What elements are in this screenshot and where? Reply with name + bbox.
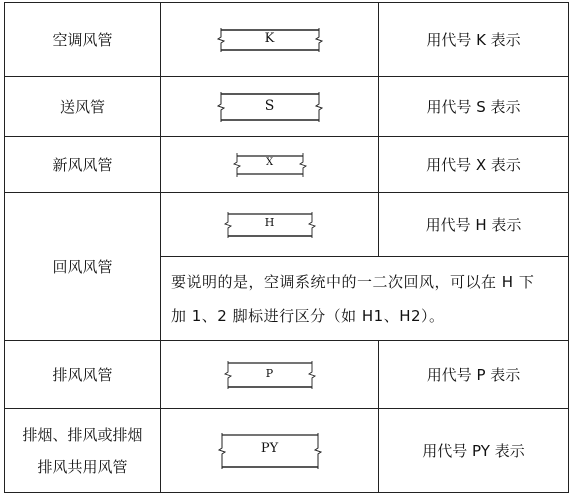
- duct-name: 回风风管: [5, 193, 161, 341]
- duct-description: 用代号 S 表示: [379, 77, 569, 137]
- duct-symbol-cell: [161, 409, 379, 493]
- table-row: [5, 137, 569, 193]
- duct-description: 用代号 P 表示: [379, 341, 569, 409]
- duct-name: 送风管: [5, 77, 161, 137]
- duct-symbol-cell: [161, 341, 379, 409]
- duct-symbol: [223, 361, 317, 389]
- duct-code-label: K: [264, 30, 275, 46]
- duct-description: 用代号 H 表示: [379, 193, 569, 257]
- duct-description: 用代号 X 表示: [379, 137, 569, 193]
- duct-symbol: [215, 92, 325, 122]
- note-line: 加 1、2 脚标进行区分（如 H1、H2）。: [171, 306, 445, 325]
- duct-name-line: 排烟、排风或排烟: [22, 425, 143, 444]
- duct-symbol-cell: [161, 137, 379, 193]
- duct-name: 排风风管: [5, 341, 161, 409]
- note-line: 要说明的是，空调系统中的一二次回风，可以在 H 下: [171, 272, 535, 291]
- duct-code-label: P: [265, 366, 274, 380]
- duct-legend-table: [4, 2, 569, 493]
- duct-symbol-cell: [161, 3, 379, 77]
- table-row: [5, 77, 569, 137]
- duct-name-line: 排风共用风管: [37, 457, 128, 476]
- table-row: [5, 409, 569, 493]
- duct-name: 空调风管: [5, 3, 161, 77]
- duct-code-label: H: [264, 215, 275, 229]
- duct-symbol-cell: [161, 77, 379, 137]
- duct-description: 用代号 K 表示: [379, 3, 569, 77]
- duct-symbol-cell: [161, 193, 379, 257]
- duct-symbol: [223, 212, 317, 238]
- table-row: [5, 193, 569, 257]
- duct-name: [5, 409, 161, 493]
- table-row: [5, 341, 569, 409]
- duct-description: 用代号 PY 表示: [379, 409, 569, 493]
- duct-name: 新风风管: [5, 137, 161, 193]
- duct-symbol: [232, 153, 308, 177]
- table-row: [5, 3, 569, 77]
- duct-symbol: [216, 433, 324, 469]
- duct-code-label: PY: [260, 440, 279, 456]
- duct-code-label: X: [265, 156, 274, 168]
- return-air-note: [161, 257, 569, 341]
- duct-symbol: [215, 28, 325, 52]
- duct-code-label: S: [264, 97, 275, 114]
